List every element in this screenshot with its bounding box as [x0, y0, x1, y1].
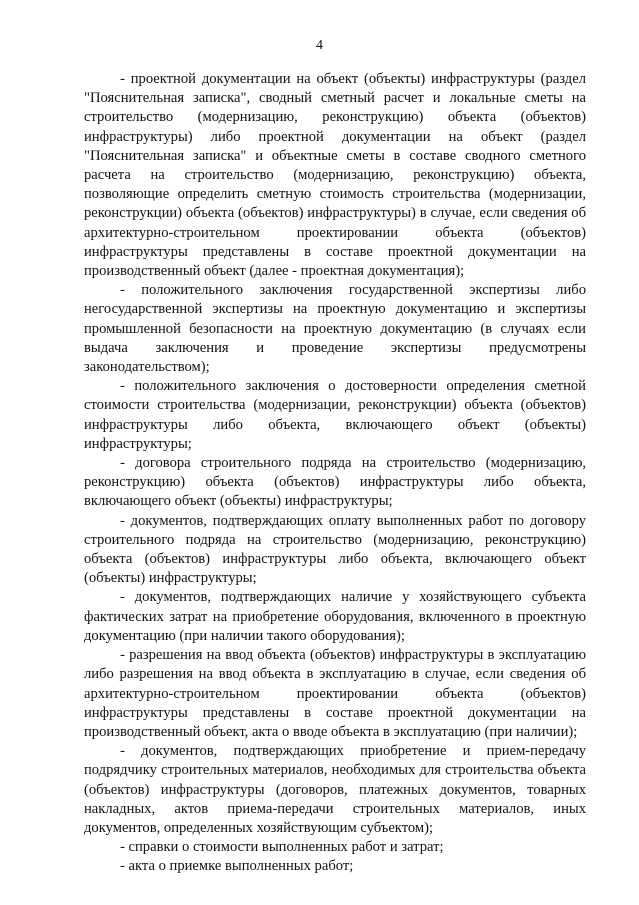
list-item-commissioning-permit: - разрешения на ввод объекта (объектов) инфраструктуры в эксплуатацию либо разрешения на ввод объекта в эксплуатацию в случае, если сведения об архитектурно-строительном проектировании объекта (объектов) инфраструктуры представлены в составе проектной документации на производственный объект, акта о вводе объекта в эксплуатацию (при наличии);	[84, 647, 586, 740]
list-item-payment-documents: - документов, подтверждающих оплату выполненных работ по договору строительного подряда на строительство (модернизацию, реконструкцию) объекта (объектов) инфраструктуры либо объекта, включающего объект (объекты) инфраструктуры;	[84, 512, 586, 587]
list-item-acceptance-act: - акта о приемке выполненных работ;	[120, 858, 354, 875]
list-item-project-documentation: - проектной документации на объект (объекты) инфраструктуры (раздел "Пояснительная записка", сводный сметный расчет и локальные сметы на строительство (модернизацию, реконструкцию) объекта (объектов) инфраструктуры) либо проектной документации на объект (раздел "Пояснительная записка" и объектные сметы в составе сводного сметного расчета на строительство (модернизацию, реконструкцию) объекта, позволяющие определить сметную стоимость строительства (модернизации, реконструкции) объекта (объектов) инфраструктуры) в случае, если сведения об архитектурно-строительном проектировании объекта (объектов) инфраструктуры представлены в составе проектной документации на производственный объект (далее - проектная документация);	[84, 71, 586, 280]
document-body	[84, 70, 586, 877]
list-item-construction-contract: - договора строительного подряда на строительство (модернизацию, реконструкцию) объекта (объектов) инфраструктуры либо объекта, включающего объект (объекты) инфраструктуры;	[84, 455, 586, 510]
list-item-equipment-cost-documents: - документов, подтверждающих наличие у хозяйствующего субъекта фактических затрат на приобретение оборудования, включенного в проектную документацию (при наличии такого оборудования);	[84, 589, 586, 644]
list-item-cost-reliability-conclusion: - положительного заключения о достоверности определения сметной стоимости строительства (модернизации, реконструкции) объекта (объектов) инфраструктуры либо объекта, включающего объект (объекты) инфраструктуры;	[84, 378, 586, 452]
page-number: 4	[316, 38, 323, 53]
list-item-cost-certificate: - справки о стоимости выполненных работ и затрат;	[120, 839, 444, 856]
list-item-materials-documents: - документов, подтверждающих приобретение и прием-передачу подрядчику строительных материалов, необходимых для строительства объекта (объектов) инфраструктуры (договоров, платежных документов, товарных накладных, актов приема-передачи строительных материалов, иных документов, определенных хозяйствующим субъектом);	[84, 743, 586, 836]
list-item-state-expertise: - положительного заключения государственной экспертизы либо негосударственной экспертизы на проектную документацию и экспертизы промышленной безопасности на проектную документацию (в случаях если выдача заключения и проведение экспертизы предусмотрены законодательством);	[84, 282, 586, 376]
